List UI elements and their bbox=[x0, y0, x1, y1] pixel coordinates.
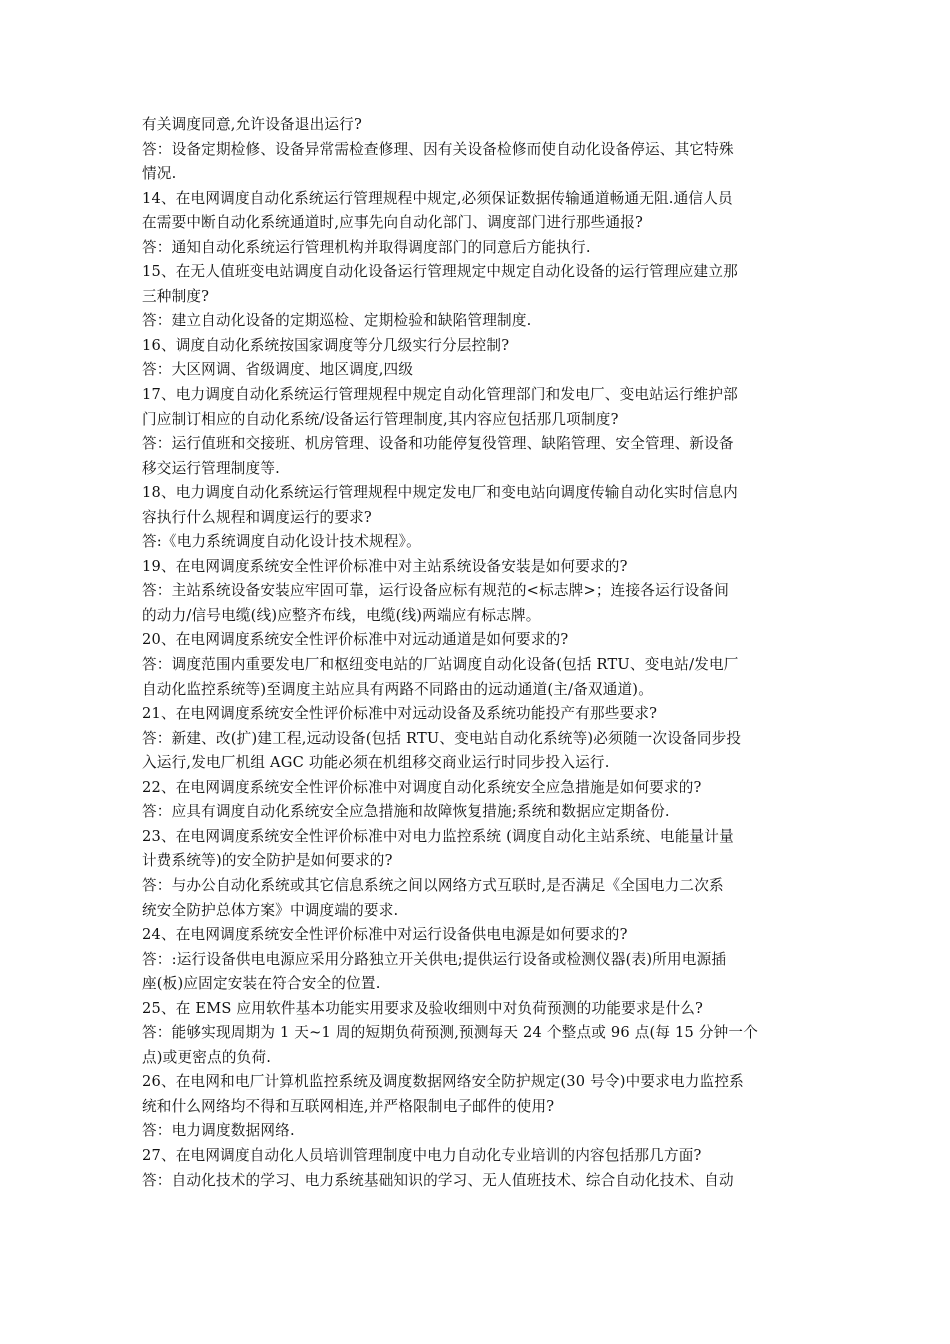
text-line: 容执行什么规程和调度运行的要求? bbox=[142, 508, 372, 526]
text-line: 19、在电网调度系统安全性评价标准中对主站系统设备安装是如何要求的? bbox=[142, 557, 628, 575]
text-line: 22、在电网调度系统安全性评价标准中对调度自动化系统安全应急措施是如何要求的? bbox=[142, 778, 702, 796]
text-line: 25、在 EMS 应用软件基本功能实用要求及验收细则中对负荷预测的功能要求是什么? bbox=[142, 999, 704, 1017]
text-line: 情况. bbox=[142, 165, 177, 183]
text-line: 移交运行管理制度等. bbox=[142, 459, 280, 477]
text-line: 14、在电网调度自动化系统运行管理规程中规定,必须保证数据传输通道畅通无阻.通信人员 bbox=[142, 189, 733, 207]
text-line: 统安全防护总体方案》中调度端的要求. bbox=[142, 901, 399, 919]
text-line: 27、在电网调度自动化人员培训管理制度中电力自动化专业培训的内容包括那几方面? bbox=[142, 1146, 702, 1164]
text-line: 23、在电网调度系统安全性评价标准中对电力监控系统 (调度自动化主站系统、电能量计量 bbox=[142, 827, 734, 845]
text-line: 答：建立自动化设备的定期巡检、定期检验和缺陷管理制度. bbox=[142, 312, 532, 330]
text-line: 26、在电网和电厂计算机监控系统及调度数据网络安全防护规定(30 号令)中要求电力监控系 bbox=[142, 1073, 744, 1091]
text-line: 答：主站系统设备安装应牢固可靠，运行设备应标有规范的<标志牌>；连接各运行设备间 bbox=[142, 582, 730, 600]
text-line: 门应制订相应的自动化系统/设备运行管理制度,其内容应包括那几项制度? bbox=[142, 410, 619, 428]
text-line: 答：通知自动化系统运行管理机构并取得调度部门的同意后方能执行. bbox=[142, 238, 591, 256]
text-line: 15、在无人值班变电站调度自动化设备运行管理规定中规定自动化设备的运行管理应建立那 bbox=[142, 263, 738, 281]
text-line: 答：运行值班和交接班、机房管理、设备和功能停复役管理、缺陷管理、安全管理、新设备 bbox=[142, 435, 734, 453]
text-line: 自动化监控系统等)至调度主站应具有两路不同路由的远动通道(主/备双通道)。 bbox=[142, 680, 653, 698]
text-line: 座(板)应固定安装在符合安全的位置. bbox=[142, 975, 381, 993]
text-line: 18、电力调度自动化系统运行管理规程中规定发电厂和变电站向调度传输自动化实时信息内 bbox=[142, 484, 738, 502]
text-line: 24、在电网调度系统安全性评价标准中对运行设备供电电源是如何要求的? bbox=[142, 926, 628, 944]
text-line: 答：与办公自动化系统或其它信息系统之间以网络方式互联时,是否满足《全国电力二次系 bbox=[142, 876, 724, 894]
text-line: 答：新建、改(扩)建工程,远动设备(包括 RTU、变电站自动化系统等)必须随一次设备同步投 bbox=[142, 729, 742, 747]
text-line: 点)或更密点的负荷. bbox=[142, 1048, 272, 1066]
text-line: 答：能够实现周期为 1 天~1 周的短期负荷预测,预测每天 24 个整点或 96 点(每 15 分钟一个 bbox=[142, 1024, 758, 1042]
text-line: 答：:运行设备供电电源应采用分路独立开关供电;提供运行设备或检测仪器(表)所用电源插 bbox=[142, 950, 727, 968]
text-line: 统和什么网络均不得和互联网相连,并严格限制电子邮件的使用? bbox=[142, 1097, 555, 1115]
text-line: 答：设备定期检修、设备异常需检查修理、因有关设备检修而使自动化设备停运、其它特殊 bbox=[142, 140, 734, 158]
text-line: 的动力/信号电缆(线)应整齐布线，电缆(线)两端应有标志牌。 bbox=[142, 606, 541, 624]
text-line: 三种制度? bbox=[142, 287, 210, 305]
text-line: 答:《电力系统调度自动化设计技术规程》。 bbox=[142, 533, 421, 551]
text-line: 16、调度自动化系统按国家调度等分几级实行分层控制? bbox=[142, 336, 510, 354]
text-line: 20、在电网调度系统安全性评价标准中对远动通道是如何要求的? bbox=[142, 631, 569, 649]
text-line: 答：应具有调度自动化系统安全应急措施和故障恢复措施;系统和数据应定期备份. bbox=[142, 803, 670, 821]
text-line: 17、电力调度自动化系统运行管理规程中规定自动化管理部门和发电厂、变电站运行维护部 bbox=[142, 386, 738, 404]
text-line: 在需要中断自动化系统通道时,应事先向自动化部门、调度部门进行那些通报? bbox=[142, 214, 644, 232]
text-line: 有关调度同意,允许设备退出运行? bbox=[142, 116, 362, 133]
text-line: 入运行,发电厂机组 AGC 功能必须在机组移交商业运行时同步投入运行. bbox=[142, 754, 610, 772]
text-line: 答：自动化技术的学习、电力系统基础知识的学习、无人值班技术、综合自动化技术、自动 bbox=[142, 1171, 734, 1189]
text-line: 答：大区网调、省级调度、地区调度,四级 bbox=[142, 361, 414, 379]
document-body bbox=[142, 113, 810, 1193]
text-line: 21、在电网调度系统安全性评价标准中对远动设备及系统功能投产有那些要求? bbox=[142, 705, 658, 723]
text-line: 计费系统等)的安全防护是如何要求的? bbox=[142, 852, 393, 870]
text-line: 答：调度范围内重要发电厂和枢纽变电站的厂站调度自动化设备(包括 RTU、变电站/发电厂 bbox=[142, 656, 739, 674]
text-line: 答：电力调度数据网络. bbox=[142, 1122, 295, 1140]
